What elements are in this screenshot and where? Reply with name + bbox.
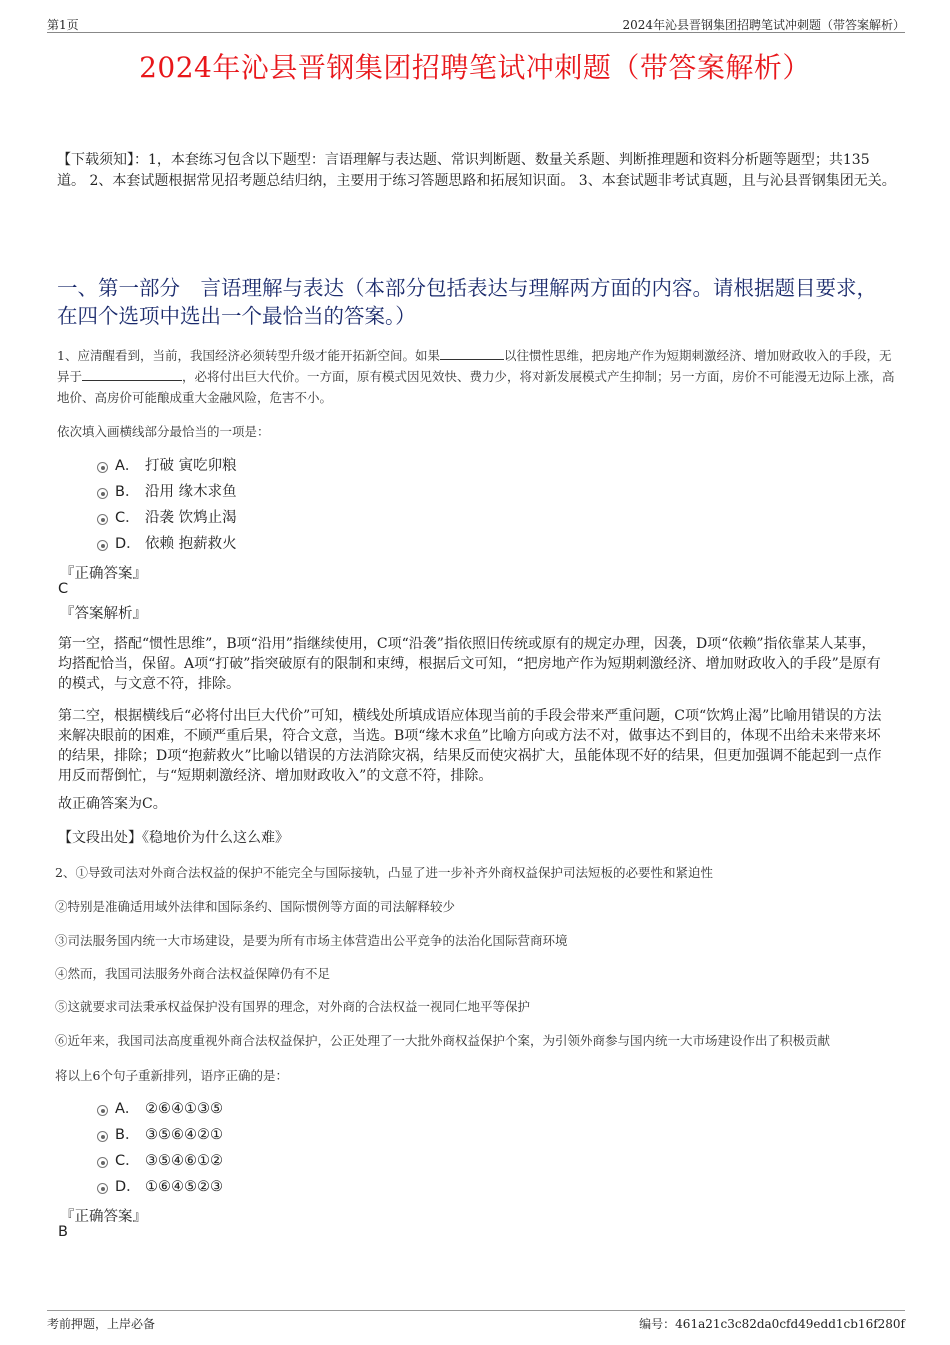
fill-blank-2 — [82, 368, 182, 381]
section-title: 一、第一部分 言语理解与表达（本部分包括表达与理解两方面的内容。请根据题目要求，在四个选项中选出一个最恰当的答案。） — [57, 276, 877, 328]
radio-icon[interactable] — [97, 1157, 108, 1168]
q1-text-part-a: 1、应清醒看到，当前，我国经济必须转型升级才能开拓新空间。如果 — [57, 348, 440, 363]
correct-answer-value: C — [58, 581, 69, 597]
option-letter: D． — [115, 536, 141, 552]
radio-icon[interactable] — [97, 540, 108, 551]
option-letter: C． — [115, 1153, 140, 1169]
q2-sentence-2: ②特别是准确适用域外法律和国际条约、国际惯例等方面的司法解释较少 — [55, 899, 456, 914]
option-text: 打破 寅吃卯粮 — [145, 458, 237, 474]
question-1-prompt: 依次填入画横线部分最恰当的一项是： — [57, 424, 270, 439]
document-id: 编号：461a21c3c82da0cfd49edd1cb16f280f — [639, 1317, 905, 1331]
q1-text-part-b: 以往惯性思维，把房地产作为短期刺激经济、增加财政收入的手段，无异于 — [57, 348, 892, 384]
analysis-paragraph-1: 第一空，搭配“惯性思维”，B项“沿用”指继续使用，C项“沿袭”指依照旧传统或原有的规定办理，因袭，D项“依赖”指依靠某人某事，均搭配恰当，保留。A项“打破”指突破原有的限制和束缚，根据后文可知，“把房地产作为短期刺激经济、增加财政收入的手段”是原有的模式，与文意不符，排除。 — [58, 636, 881, 692]
option-letter: A． — [115, 1101, 140, 1117]
page-footer — [47, 1310, 905, 1331]
radio-icon[interactable] — [97, 1105, 108, 1116]
q2-sentence-1: 2、①导致司法对外商合法权益的保护不能完全与国际接轨，凸显了进一步补齐外商权益保护司法短板的必要性和紧迫性 — [55, 865, 713, 880]
q1-text-part-c: ，必将付出巨大代价。一方面，原有模式因见效快、费力少，将对新发展模式产生抑制；另一方面，房价不可能漫无边际上涨，高地价、高房价可能酿成重大金融风险，危害不小。 — [57, 369, 895, 405]
option-letter: D． — [115, 1179, 141, 1195]
q2-sentence-4: ④然而，我国司法服务外商合法权益保障仍有不足 — [55, 966, 331, 981]
option-letter: B． — [115, 484, 140, 500]
analysis-conclusion: 故正确答案为C。 — [58, 796, 167, 812]
option-text: 沿用 缘木求鱼 — [145, 484, 237, 500]
q2-sentence-6: ⑥近年来，我国司法高度重视外商合法权益保护，公正处理了一大批外商权益保护个案，为引领外商参与国内统一大市场建设作出了积极贡献 — [55, 1033, 831, 1048]
analysis-label: 『答案解析』 — [60, 606, 147, 622]
radio-icon[interactable] — [97, 514, 108, 525]
correct-answer-label: 『正确答案』 — [60, 566, 147, 582]
document-title: 2024年沁县晋钢集团招聘笔试冲刺题（带答案解析） — [139, 51, 811, 84]
option-letter: A． — [115, 458, 140, 474]
option-text: ③⑤⑥④②① — [145, 1127, 223, 1143]
fill-blank-1 — [440, 347, 504, 360]
correct-answer-label: 『正确答案』 — [60, 1209, 147, 1225]
question-1-text — [57, 345, 897, 408]
footer-slogan: 考前押题，上岸必备 — [47, 1317, 156, 1331]
radio-icon[interactable] — [97, 462, 108, 473]
option-text: ②⑥④①③⑤ — [145, 1101, 223, 1117]
option-letter: B． — [115, 1127, 140, 1143]
option-text: 依赖 抱薪救火 — [145, 536, 237, 552]
q2-sentence-3: ③司法服务国内统一大市场建设，是要为所有市场主体营造出公平竞争的法治化国际营商环境 — [55, 933, 568, 948]
radio-icon[interactable] — [97, 488, 108, 499]
page-number: 第1页 — [47, 18, 79, 32]
download-notice: 【下载须知】：1，本套练习包含以下题型：言语理解与表达题、常识判断题、数量关系题、判断推理题和资料分析题等题型；共135道。 2、本套试题根据常见招考题总结归纳，主要用于练习答题思路和拓展知识面。 3、本套试题非考试真题，且与沁县晋钢集团无关。 — [57, 152, 896, 189]
correct-answer-value: B — [58, 1224, 68, 1240]
analysis-paragraph-2: 第二空，根据横线后“必将付出巨大代价”可知，横线处所填成语应体现当前的手段会带来严重问题，C项“饮鸩止渴”比喻用错误的方法来解决眼前的困难，不顾严重后果，符合文意，当选。B项“缘木求鱼”比喻方向或方法不对，做事达不到目的，体现不出给未来带来坏的结果，排除；D项“抱薪救火”比喻以错误的方法消除灾祸，结果反而使灾祸扩大，虽能体现不好的结果，但更加强调不能起到一点作用反而帮倒忙，与“短期刺激经济、增加财政收入”的文意不符，排除。 — [58, 708, 882, 784]
header-doc-title: 2024年沁县晋钢集团招聘笔试冲刺题（带答案解析） — [622, 18, 905, 32]
passage-source: 【文段出处】《稳地价为什么这么难》 — [58, 830, 289, 846]
radio-icon[interactable] — [97, 1131, 108, 1142]
option-text: ①⑥④⑤②③ — [145, 1179, 223, 1195]
q2-sentence-5: ⑤这就要求司法秉承权益保护没有国界的理念，对外商的合法权益一视同仁地平等保护 — [55, 999, 531, 1014]
radio-icon[interactable] — [97, 1183, 108, 1194]
option-text: 沿袭 饮鸩止渴 — [145, 510, 237, 526]
question-2-prompt: 将以上6个句子重新排列，语序正确的是： — [55, 1068, 288, 1083]
option-text: ③⑤④⑥①② — [145, 1153, 223, 1169]
option-letter: C． — [115, 510, 140, 526]
page-header — [47, 14, 905, 33]
